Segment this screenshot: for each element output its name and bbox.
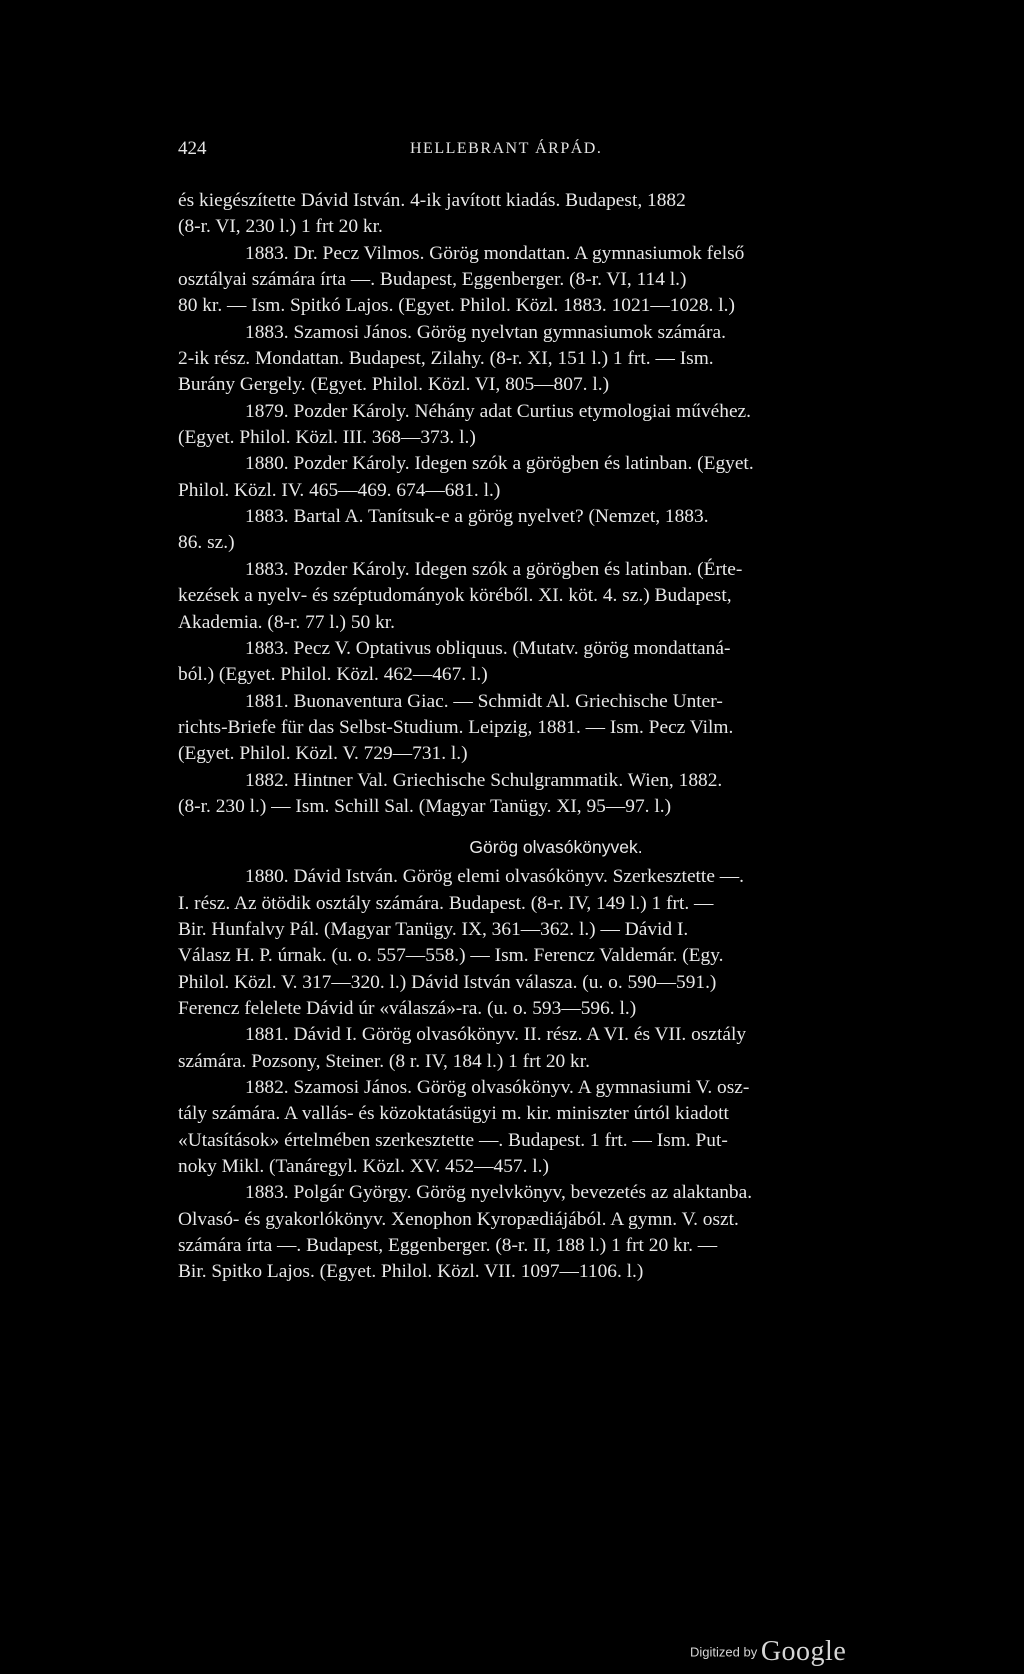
text-line: számára írta —. Budapest, Eggenberger. (8-r. II, 188 l.) 1 frt 20 kr. —	[178, 1235, 718, 1257]
section-gap	[178, 820, 934, 830]
text-line: kezések a nyelv- és széptudományok köréből. XI. köt. 4. sz.) Budapest,	[178, 585, 732, 607]
text-line: Bir. Spitko Lajos. (Egyet. Philol. Közl. VII. 1097—1106. l.)	[178, 1261, 644, 1283]
digitized-by-label: Digitized by	[690, 1644, 758, 1660]
text-line: számára. Pozsony, Steiner. (8 r. IV, 184 l.) 1 frt 20 kr.	[178, 1050, 590, 1072]
text-line: «Utasítások» értelmében szerkesztette —. Budapest. 1 frt. — Ism. Put-	[178, 1129, 728, 1151]
text-line: 1881. Dávid I. Görög olvasókönyv. II. rész. A VI. és VII. osztály	[245, 1024, 747, 1046]
text-line: 80 kr. — Ism. Spitkó Lajos. (Egyet. Philol. Közl. 1883. 1021—1028. l.)	[178, 295, 735, 317]
text-line: ból.) (Egyet. Philol. Közl. 462—467. l.)	[178, 664, 488, 686]
text-line: tály számára. A vallás- és közoktatásügyi m. kir. miniszter úrtól kiadott	[178, 1103, 729, 1125]
text-line: 1883. Pozder Károly. Idegen szók a görögben és latinban. (Érte-	[245, 558, 743, 580]
text-line: 1879. Pozder Károly. Néhány adat Curtius etymologiai művéhez.	[245, 400, 752, 422]
text-line: 1882. Hintner Val. Griechische Schulgrammatik. Wien, 1882.	[245, 769, 723, 791]
text-line: (Egyet. Philol. Közl. V. 729—731. l.)	[178, 743, 468, 765]
text-line: Philol. Közl. V. 317—320. l.) Dávid István válasza. (u. o. 590—591.)	[178, 971, 717, 993]
digitization-credit	[690, 1636, 846, 1666]
text-line: Bir. Hunfalvy Pál. (Magyar Tanügy. IX, 361—362. l.) — Dávid I.	[178, 918, 689, 940]
section-heading: Görög olvasókönyvek.	[469, 837, 643, 858]
text-line: 1883. Dr. Pecz Vilmos. Görög mondattan. A gymnasiumok felső	[245, 242, 745, 264]
text-line: 86. sz.)	[178, 532, 235, 554]
text-line: 2-ik rész. Mondattan. Budapest, Zilahy. (8-r. XI, 151 l.) 1 frt. — Ism.	[178, 348, 714, 370]
text-line: I. rész. Az ötödik osztály számára. Budapest. (8-r. IV, 149 l.) 1 frt. —	[178, 892, 714, 914]
text-line: Olvasó- és gyakorlókönyv. Xenophon Kyropædiájából. A gymn. V. oszt.	[178, 1208, 739, 1230]
text-line: 1883. Pecz V. Optativus obliquus. (Mutatv. görög mondattaná-	[245, 637, 731, 659]
google-logo: Google	[760, 1636, 847, 1667]
text-line: osztályai számára írta —. Budapest, Eggenberger. (8-r. VI, 114 l.)	[178, 269, 687, 291]
text-line: 1883. Szamosi János. Görög nyelvtan gymnasiumok számára.	[245, 321, 726, 343]
page-number: 424	[178, 138, 207, 159]
text-line: 1883. Bartal A. Tanítsuk-e a görög nyelvet? (Nemzet, 1883.	[245, 506, 709, 528]
text-line: Ferencz felelete Dávid úr «válaszá»-ra. (u. o. 593—596. l.)	[178, 997, 637, 1019]
text-line: Philol. Közl. IV. 465—469. 674—681. l.)	[178, 479, 501, 501]
text-line: Burány Gergely. (Egyet. Philol. Közl. VI, 805—807. l.)	[178, 374, 610, 396]
text-line: Akademia. (8-r. 77 l.) 50 kr.	[178, 611, 396, 633]
text-line: (8-r. 230 l.) — Ism. Schill Sal. (Magyar Tanügy. XI, 95—97. l.)	[178, 795, 672, 817]
text-line: Válasz H. P. úrnak. (u. o. 557—558.) — Ism. Ferencz Valdemár. (Egy.	[178, 945, 724, 967]
text-line: noky Mikl. (Tanáregyl. Közl. XV. 452—457. l.)	[178, 1156, 549, 1178]
text-line: (8-r. VI, 230 l.) 1 frt 20 kr.	[178, 216, 383, 238]
body-text	[178, 188, 934, 1286]
running-head: HELLEBRANT ÁRPÁD.	[410, 140, 603, 157]
text-line: richts-Briefe für das Selbst-Studium. Leipzig, 1881. — Ism. Pecz Vilm.	[178, 716, 734, 738]
text-line: 1881. Buonaventura Giac. — Schmidt Al. Griechische Unter-	[245, 690, 723, 712]
text-line: (Egyet. Philol. Közl. III. 368—373. l.)	[178, 427, 476, 449]
text-line: 1883. Polgár György. Görög nyelvkönyv, bevezetés az alaktanba.	[245, 1182, 753, 1204]
page-header	[178, 138, 868, 162]
text-line: 1880. Pozder Károly. Idegen szók a görögben és latinban. (Egyet.	[245, 453, 754, 475]
text-line: 1882. Szamosi János. Görög olvasókönyv. A gymnasiumi V. osz-	[245, 1077, 750, 1098]
text-line: 1880. Dávid István. Görög elemi olvasókönyv. Szerkesztette —.	[245, 866, 745, 888]
text-line: és kiegészítette Dávid István. 4-ik javított kiadás. Budapest, 1882	[178, 190, 686, 211]
